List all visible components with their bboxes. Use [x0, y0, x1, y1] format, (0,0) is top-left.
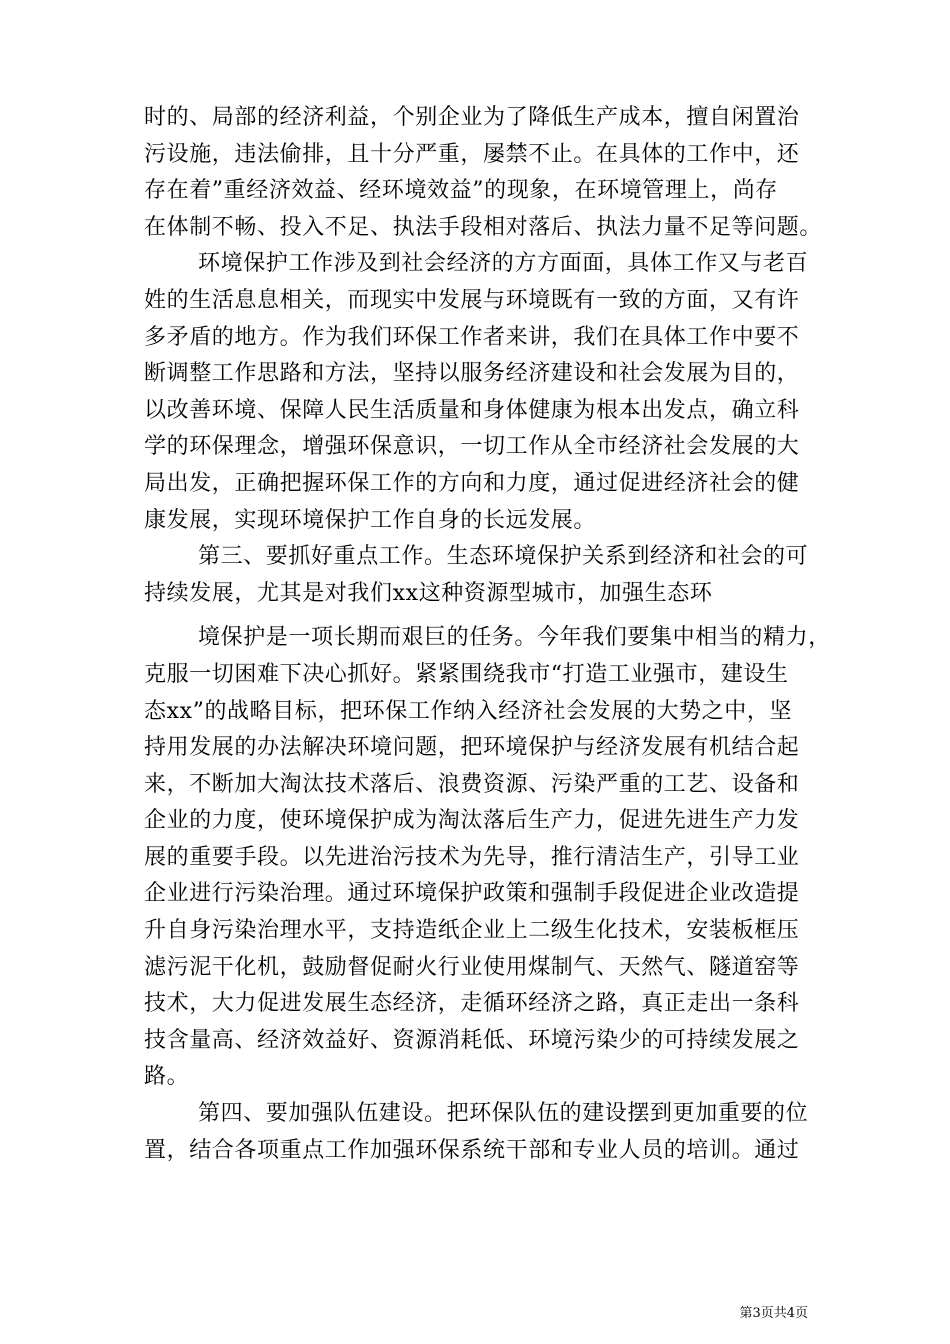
text-line: 技含量高、经济效益好、资源消耗低、环境污染少的可持续发展之 [144, 1027, 800, 1053]
paragraph-gap [144, 612, 809, 620]
text-line: 企业的力度，使环境保护成为淘汰落后生产力，促进先进生产力发 [144, 808, 800, 834]
paragraph-3 [144, 539, 809, 612]
paragraph-4 [144, 620, 831, 1096]
text-line: 存在着”重经济效益、经环境效益”的现象，在环境管理上，尚存 [144, 178, 778, 204]
text-line: 康发展，实现环境保护工作自身的长远发展。 [144, 507, 597, 533]
text-line: 技术，大力促进发展生态经济，走循环经济之路，真正走出一条科 [144, 991, 800, 1017]
text-line: 来，不断加大淘汰技术落后、浪费资源、污染严重的工艺、设备和 [144, 771, 800, 797]
text-line: 境保护是一项长期而艰巨的任务。今年我们要集中相当的精力， [198, 625, 831, 651]
text-line: 姓的生活息息相关，而现实中发展与环境既有一致的方面，又有许 [144, 287, 800, 313]
text-line: 企业进行污染治理。通过环境保护政策和强制手段促进企业改造提 [144, 881, 800, 907]
text-line: 污设施，违法偷排，且十分严重，屡禁不止。在具体的工作中，还 [144, 141, 800, 167]
document-body [144, 100, 831, 1169]
text-line: 态xx”的战略目标，把环保工作纳入经济社会发展的大势之中，坚 [144, 698, 793, 724]
text-line: 多矛盾的地方。作为我们环保工作者来讲，我们在具体工作中要不 [144, 324, 800, 350]
paragraph-2 [144, 246, 809, 539]
paragraph-1 [144, 100, 823, 246]
text-line: 断调整工作思路和方法，坚持以服务经济建设和社会发展为目的， [144, 361, 800, 387]
text-line: 克服一切困难下决心抓好。紧紧围绕我市“打造工业强市，建设生 [144, 661, 789, 687]
text-line: 升自身污染治理水平，支持造纸企业上二级生化技术，安装板框压 [144, 918, 800, 944]
page-number-footer: 第3页共4页 [739, 1306, 808, 1321]
text-line: 持用发展的办法解决环境问题，把环境保护与经济发展有机结合起 [144, 735, 800, 761]
text-line: 持续发展，尤其是对我们xx这种资源型城市，加强生态环 [144, 580, 713, 606]
text-line: 滤污泥干化机，鼓励督促耐火行业使用煤制气、天然气、隧道窑等 [144, 954, 800, 980]
text-line: 在体制不畅、投入不足、执法手段相对落后、执法力量不足等问题。 [144, 214, 823, 240]
text-line: 时的、局部的经济利益，个别企业为了降低生产成本，擅自闲置治 [144, 105, 800, 130]
text-line: 学的环保理念，增强环保意识，一切工作从全市经济社会发展的大 [144, 434, 800, 460]
text-line: 第三、要抓好重点工作。生态环境保护关系到经济和社会的可 [198, 544, 809, 570]
text-line: 第四、要加强队伍建设。把环保队伍的建设摆到更加重要的位 [198, 1101, 809, 1127]
text-line: 以改善环境、保障人民生活质量和身体健康为根本出发点，确立科 [144, 397, 800, 423]
text-line: 展的重要手段。以先进治污技术为先导，推行清洁生产，引导工业 [144, 844, 800, 870]
text-line: 置，结合各项重点工作加强环保系统干部和专业人员的培训。通过 [144, 1137, 800, 1163]
text-line: 路。 [144, 1064, 190, 1090]
text-line: 环境保护工作涉及到社会经济的方方面面，具体工作又与老百 [198, 251, 809, 277]
paragraph-5 [144, 1096, 809, 1169]
text-line: 局出发，正确把握环保工作的方向和力度，通过促进经济社会的健 [144, 470, 800, 496]
